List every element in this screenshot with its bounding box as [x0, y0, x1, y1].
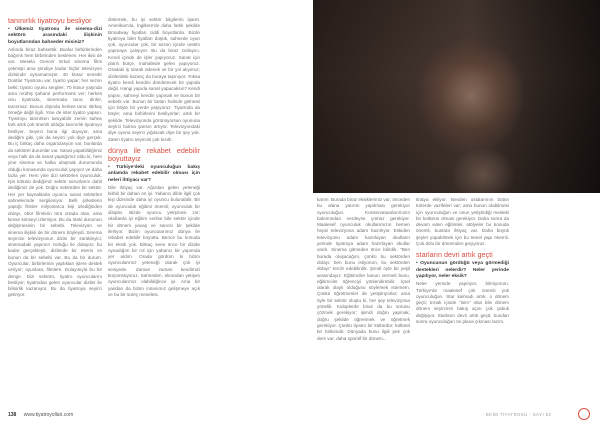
section-heading: starların devri artık geçti — [416, 250, 493, 260]
section-heading: dünya ile rekabet edebilir boyuttayız — [108, 145, 200, 163]
magazine-issue: EKİM TİYATROSU - SAYI 52 — [486, 412, 552, 417]
portrait-photo — [313, 0, 600, 193]
column-4 — [416, 197, 509, 409]
column-2 — [108, 17, 200, 409]
interview-question: • Türkiye'deki oyunculuğun bakış anlamda rekabet edebilir olması için neleri ihtiyacı var? — [108, 164, 200, 183]
column-3 — [317, 197, 410, 409]
website-link[interactable]: www.tiyatroyollari.com — [23, 412, 74, 418]
interview-question: • Ülkemiz tiyatrosu ile sinema-dizi sektörü arasındaki ilişkinin boyutlarından bahseder misiniz? — [8, 27, 102, 45]
body-text: dinlemek, bu iyi sektör bilgilerini işaret. Amerikan'da, İngiltere'de daha farklı şekilde Broadway fiyatları ciddi boyutlarda. Bizde tiyatroya bilet fiyatları düşük, sahnede oyun çok, oyuncular çok, bir sezon içinde üretim yapmaya çalışıyor. Bu da biraz zorlayıcı. Kendi içinde de işler yapıyoruz. Sanat için planlı bütçe, mahallede gelen yapıyoruz. Oradaki iş olarak ödenek ve bir yol alıyoruz; dizilerdeki kazanç da buraya taşınıyor. Yoksa tiyatro kendi kendini döndürecek bir yapıda değil. Hangi yapıda sanat yapacaksın? Kendi yapını, sahneyi kendin yapmak ve bunun bir sebebi var. Bunun bir bütün halinde gelmesi için böyle bir yerde yaşıyoruz. Tiyatroda da böyle; ama birbirlerini besliyorlar; artık bir şekilde. Televizyonda görünüyorsan oyununa seyirci bulma şansın artıyor. Televizyondaki diye oyuna seyirci yığılacak diye bir şey yok. Zaten tiyatro seyircisi çok kısıtlı. — [108, 17, 200, 142]
brand-mark-icon — [578, 408, 590, 420]
body-text: karım. Burada biraz eksiklerimiz var; önceden bu alana yatırım yapılması gerekiyor oyunculuğun. Konservatuarlarımızın bakımından nerdeyse çıtmaz gerekiyor. Maalesef oyunculuk okullarımızın hemen hepsi televizyona adam hazırlıyor. Eskiden televizyonu adam hazırlayan okulların yerinde tiyatroya adam hazırlayan okullar vardı. Sinema gitmeden önce bilirdik. "Ben burada oluşacağım, çünkü bu sektörden dolayı; ben bunu istiyorum, bu sektörden dolayı" tercih edebilirdik. Şimdi öyle bir yeşil arasındayız. Eğitimciler kanun vermeli bunu, eğitimciler öğrenciyi yönlendirebilir. İçsel olarak olaylı olduğunu söylemek istemem. Çünkü öğretmenler de yetiştiriyorlar; ama öyle bir sektör oluştu ki, her şey televizyona yönelik. Kulüplerde biraz da bu sorunu çözmek gerekiyor; işimizi doğru yapmak, doğru şekilde öğrenmek ve öğretmek gerekiyor. Çünkü tiyatro bir kültürdür; kültürel bir birikimdir. Dünyada bunu ilgili pek çok ders var; daha spontif bir dönem... — [317, 197, 410, 341]
body-text: tiratya ekliyor. Benden ustalarımın bütün türlerde vazifeleri var; ama bunun olabilmesi için oyunculuğun ve onun yetiştirdiği mesleki bir kültürün olması gerekiyor. Daha sonra da devam eden eğitimler, atölyeler bu konuda önemli, bunlara ihtiyaç var. Daha büyük şeyler yapabilmek için bu temel yapı önemli. Çok dolu bir dönemden geçiyoruz. — [416, 197, 509, 247]
page-footer — [8, 412, 73, 418]
photo-shade — [313, 0, 600, 193]
body-text: Dile ihtiyaç var. Ağızdan gelen yeteneği birbiri bir dahan en iyi. Yabancı dilde ilgili çok kişi dizisinde daha iyi oyuncu bulunabilir. Bir de oyunculuk eğitimi önemli; oyunculuk bir disiplin. Bizde oyuncu yetişmesi zor; okullarda iyi eğitim verilse bile sektör içinde bir dönem yavaş ve sancılı bir şekilde ilerliyor. Bizim oyuncularımız dünya ile rekabet edebilir boyutta. Bence bu konuda bir eksik yok. Birkaç sene önce bir dizide oynadığım bir rol için yabancı bir yapımda yer aldım. Orada gördüm ki bizim oyuncularımız yeteneği olarak çok iyi seviyede. Zaman zaman kendimizi küçümsüyoruz. Sahneden, ekrandan yetişen oyuncularımız olabildiğince iyi. Ama bir yandan da bizim insanımız gelişmeye açık ve bu bir süreç meselesi. — [108, 184, 200, 297]
interview-question: • Oyuncunun gördüğü veya görmediği destekleri nelerdir? Neler yerinde yapılıyor, neler eksik? — [416, 261, 509, 279]
section-heading: tanınırlık tiyatroyu besliyor — [8, 17, 92, 25]
column-1 — [8, 17, 102, 409]
body-text: Neler yerinde yapılıyor, bilmiyorum. Türkiye'de maalesef çok önemli yok oyunculuğun. Star kalmadı artık, o dönem geçti; tırnak içinde "isim" olsa bile dönem dönem seyircinin bakış açısı çok çabuk değişiyor. Starların devri artık geçti; bundan sonra oyunculuğun ön plana çıkması lazım. — [416, 281, 509, 325]
page-number: 138 — [8, 412, 17, 418]
body-text: Aslında biraz bahsettik. Bunlar birbirlerinden bağımlı hem birbirinden beslenen. Her ikisi de var. Mesela Gencer Erkal sinema filmi çekmişti ama şimdiye kadar hiçbir televizyon dizisinde oynamamıştır. 40 küsur senedir Dostlar Tiyatrosu var, tiyatro yapar; her sezon belki; tiyatro oyunu sergiler; 70 küsur yaşında ama müthiş şahane performans ver; herkes onu tiyatroda, sinemada tanır, dinler, tanınmaz. Bunun dışında herkes tanır. Birkaç örneğe değil ilgili. Yine de ister tiyatro yapsın. Tiyatroyu tanıtırken tanıyabilir zemin sahne fark artık çok önemli olduğu tanınırlık tiyatroyu besliyor. Seyirci buna ilgi duyuyor, ama dediğim gibi, çok da seyirci yok diye gerçek. Bu iç birkaç daha organizasyon var, bunlarda da sektörel durumlar var. Sanat yapabildiğimiz veya halk da da sanat yaptığımız oldu ki, hem yine sinema ve halka ulaşmak durumunda olduğu konusunda oyunculuk yapıyor ve daha fazla yer. Hem yine dizi sektörleri oyunculuk. İşin kötüsü dediğimiz sektör sorunlarını dahil dediğimiz de yok. Doğru sektörden bir sektör. Her yer kaynaklarla oyuncu sanat sektörleri sahnelerinde sergileniyor. Belli şirketlerin yaptığı filmler milyonlarca kişi izlediğinden dolayı, öbür filmlerin türü ortada olan, ama kimse kimseyi izlemiyor. Bu da öteki durumun değişmesinin bir sebebi. Televizyon ve sinema ilişkisi de bir dönem böyleydi. Sinema seyircisi televizyonun dizisi bir sürükleyici; sinemadaki yapımın zorluğu ile dolayısı; bu kadar gerçekleşti, dizilerde bir eserin ve bunun da bir sebebi var. Bu da bir durum. Oyuncular, birbirlerinin yaptıkları işlere destek veriyor; oyunlara, filmlere. Dolayısıyla bu bir denge. Dizi sektörü, tiyatro oyuncularını besliyor; tiyatrodan gelen oyuncular diziler ile bilinirlik kazanıyor. Bu da tiyatroya seyirci getiriyor. — [8, 46, 102, 298]
